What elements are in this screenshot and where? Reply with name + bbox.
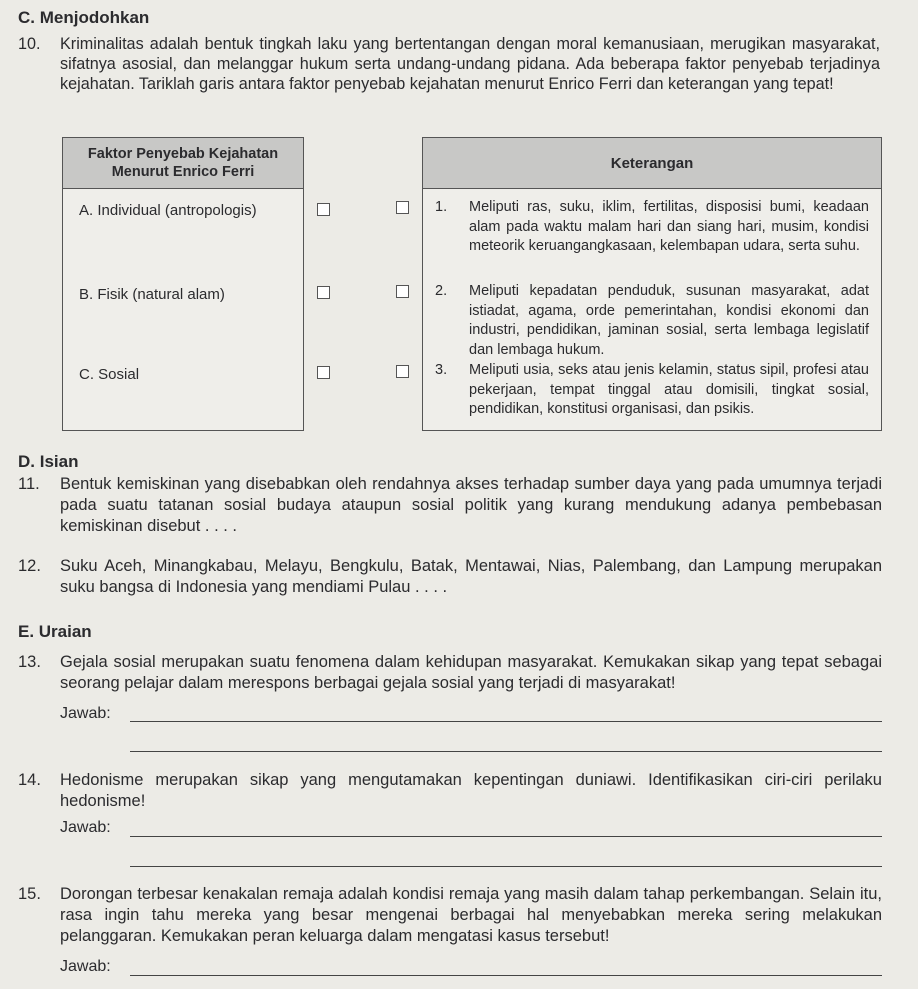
answer-line-15a[interactable]: [130, 975, 882, 976]
answer-line-14b[interactable]: [130, 866, 882, 867]
factor-table-header: [63, 138, 303, 189]
description-item-2-number: 2.: [435, 283, 448, 299]
connector-box-a[interactable]: [317, 203, 330, 216]
question-13: [18, 652, 882, 694]
question-15: [18, 884, 882, 947]
question-13-number: 13.: [18, 653, 41, 671]
answer-line-13b[interactable]: [130, 751, 882, 752]
description-item-1: [435, 198, 869, 257]
description-table: [422, 137, 882, 431]
connector-box-2[interactable]: [396, 285, 409, 298]
answer-label-13: Jawab:: [60, 705, 111, 722]
question-10-text: Kriminalitas adalah bentuk tingkah laku yang bertentangan dengan moral kemanusiaan, merugikan masyarakat, sifatnya asosial, dan melanggar hukum serta undang-undang pidana. Ada beberapa faktor penyebab terjadinya kejahatan. Tariklah garis antara faktor penyebab kejahatan menurut Enrico Ferri dan keterangan yang tepat!: [60, 35, 880, 93]
connector-box-c[interactable]: [317, 366, 330, 379]
factor-item-c: C. Sosial: [79, 366, 140, 383]
factor-item-a: A. Individual (antropologis): [79, 202, 257, 219]
description-item-1-number: 1.: [435, 199, 448, 215]
question-14-number: 14.: [18, 771, 41, 789]
question-11-text: Bentuk kemiskinan yang disebabkan oleh rendahnya akses terhadap sumber daya yang pada umumnya terjadi pada suatu tatanan sosial budaya ataupun sosial politik yang kurang mendukung adanya pembebasan kemiskinan disebut . . . .: [60, 475, 882, 535]
answer-label-14: Jawab:: [60, 819, 111, 836]
connector-box-b[interactable]: [317, 286, 330, 299]
description-item-3-number: 3.: [435, 362, 448, 378]
question-10-number: 10.: [18, 35, 41, 53]
description-item-2-text: Meliputi kepadatan penduduk, susunan masyarakat, adat istiadat, agama, orde pemerintahan, kondisi ekonomi dan industri, pendidikan, jaminan sosial, serta lembaga legislatif dan lembaga hukum.: [469, 283, 869, 358]
section-e-title: E. Uraian: [18, 622, 92, 641]
answer-line-14a[interactable]: [130, 836, 882, 837]
question-13-text: Gejala sosial merupakan suatu fenomena dalam kehidupan masyarakat. Kemukakan sikap yang tepat sebagai seorang pelajar dalam merespons berbagai gejala sosial yang terjadi di masyarakat!: [60, 653, 882, 692]
factor-item-b: B. Fisik (natural alam): [79, 286, 225, 303]
question-10: [18, 34, 880, 94]
description-item-3-text: Meliputi usia, seks atau jenis kelamin, status sipil, profesi atau pekerjaan, tempat tinggal atau domisili, tingkat sosial, pendidikan, konstitusi organisasi, dan psikis.: [469, 362, 869, 417]
factor-header-line2: Menurut Enrico Ferri: [111, 164, 255, 180]
description-item-1-text: Meliputi ras, suku, iklim, fertilitas, disposisi bumi, keadaan alam pada waktu malam hari dan siang hari, musim, kondisi meteorik keruangangkasaan, kelembapan udara, serta suhu.: [469, 199, 869, 254]
answer-line-13a[interactable]: [130, 721, 882, 722]
question-14: [18, 770, 882, 812]
connector-box-1[interactable]: [396, 201, 409, 214]
description-item-3: [435, 361, 869, 420]
factor-header-line1: Faktor Penyebab Kejahatan: [87, 146, 279, 162]
question-12: [18, 556, 882, 598]
section-c-title: C. Menjodohkan: [18, 8, 150, 27]
description-table-header: Keterangan: [423, 138, 881, 189]
answer-label-15: Jawab:: [60, 958, 111, 975]
connector-box-3[interactable]: [396, 365, 409, 378]
question-11: [18, 474, 882, 537]
question-12-number: 12.: [18, 557, 41, 575]
question-15-text: Dorongan terbesar kenakalan remaja adalah kondisi remaja yang masih dalam tahap perkembangan. Selain itu, rasa ingin tahu mereka yang besar mengenai berbagai hal menyebabkan mereka sering melakukan pelanggaran. Kemukakan peran keluarga dalam mengatasi kasus tersebut!: [60, 885, 882, 945]
question-15-number: 15.: [18, 885, 41, 903]
question-14-text: Hedonisme merupakan sikap yang mengutamakan kepentingan duniawi. Identifikasikan ciri-ciri perilaku hedonisme!: [60, 771, 882, 810]
factor-table: [62, 137, 304, 431]
question-11-number: 11.: [18, 475, 40, 493]
question-12-text: Suku Aceh, Minangkabau, Melayu, Bengkulu, Batak, Mentawai, Nias, Palembang, dan Lampung merupakan suku bangsa di Indonesia yang mendiami Pulau . . . .: [60, 557, 882, 596]
section-d-title: D. Isian: [18, 452, 79, 471]
description-item-2: [435, 282, 869, 360]
